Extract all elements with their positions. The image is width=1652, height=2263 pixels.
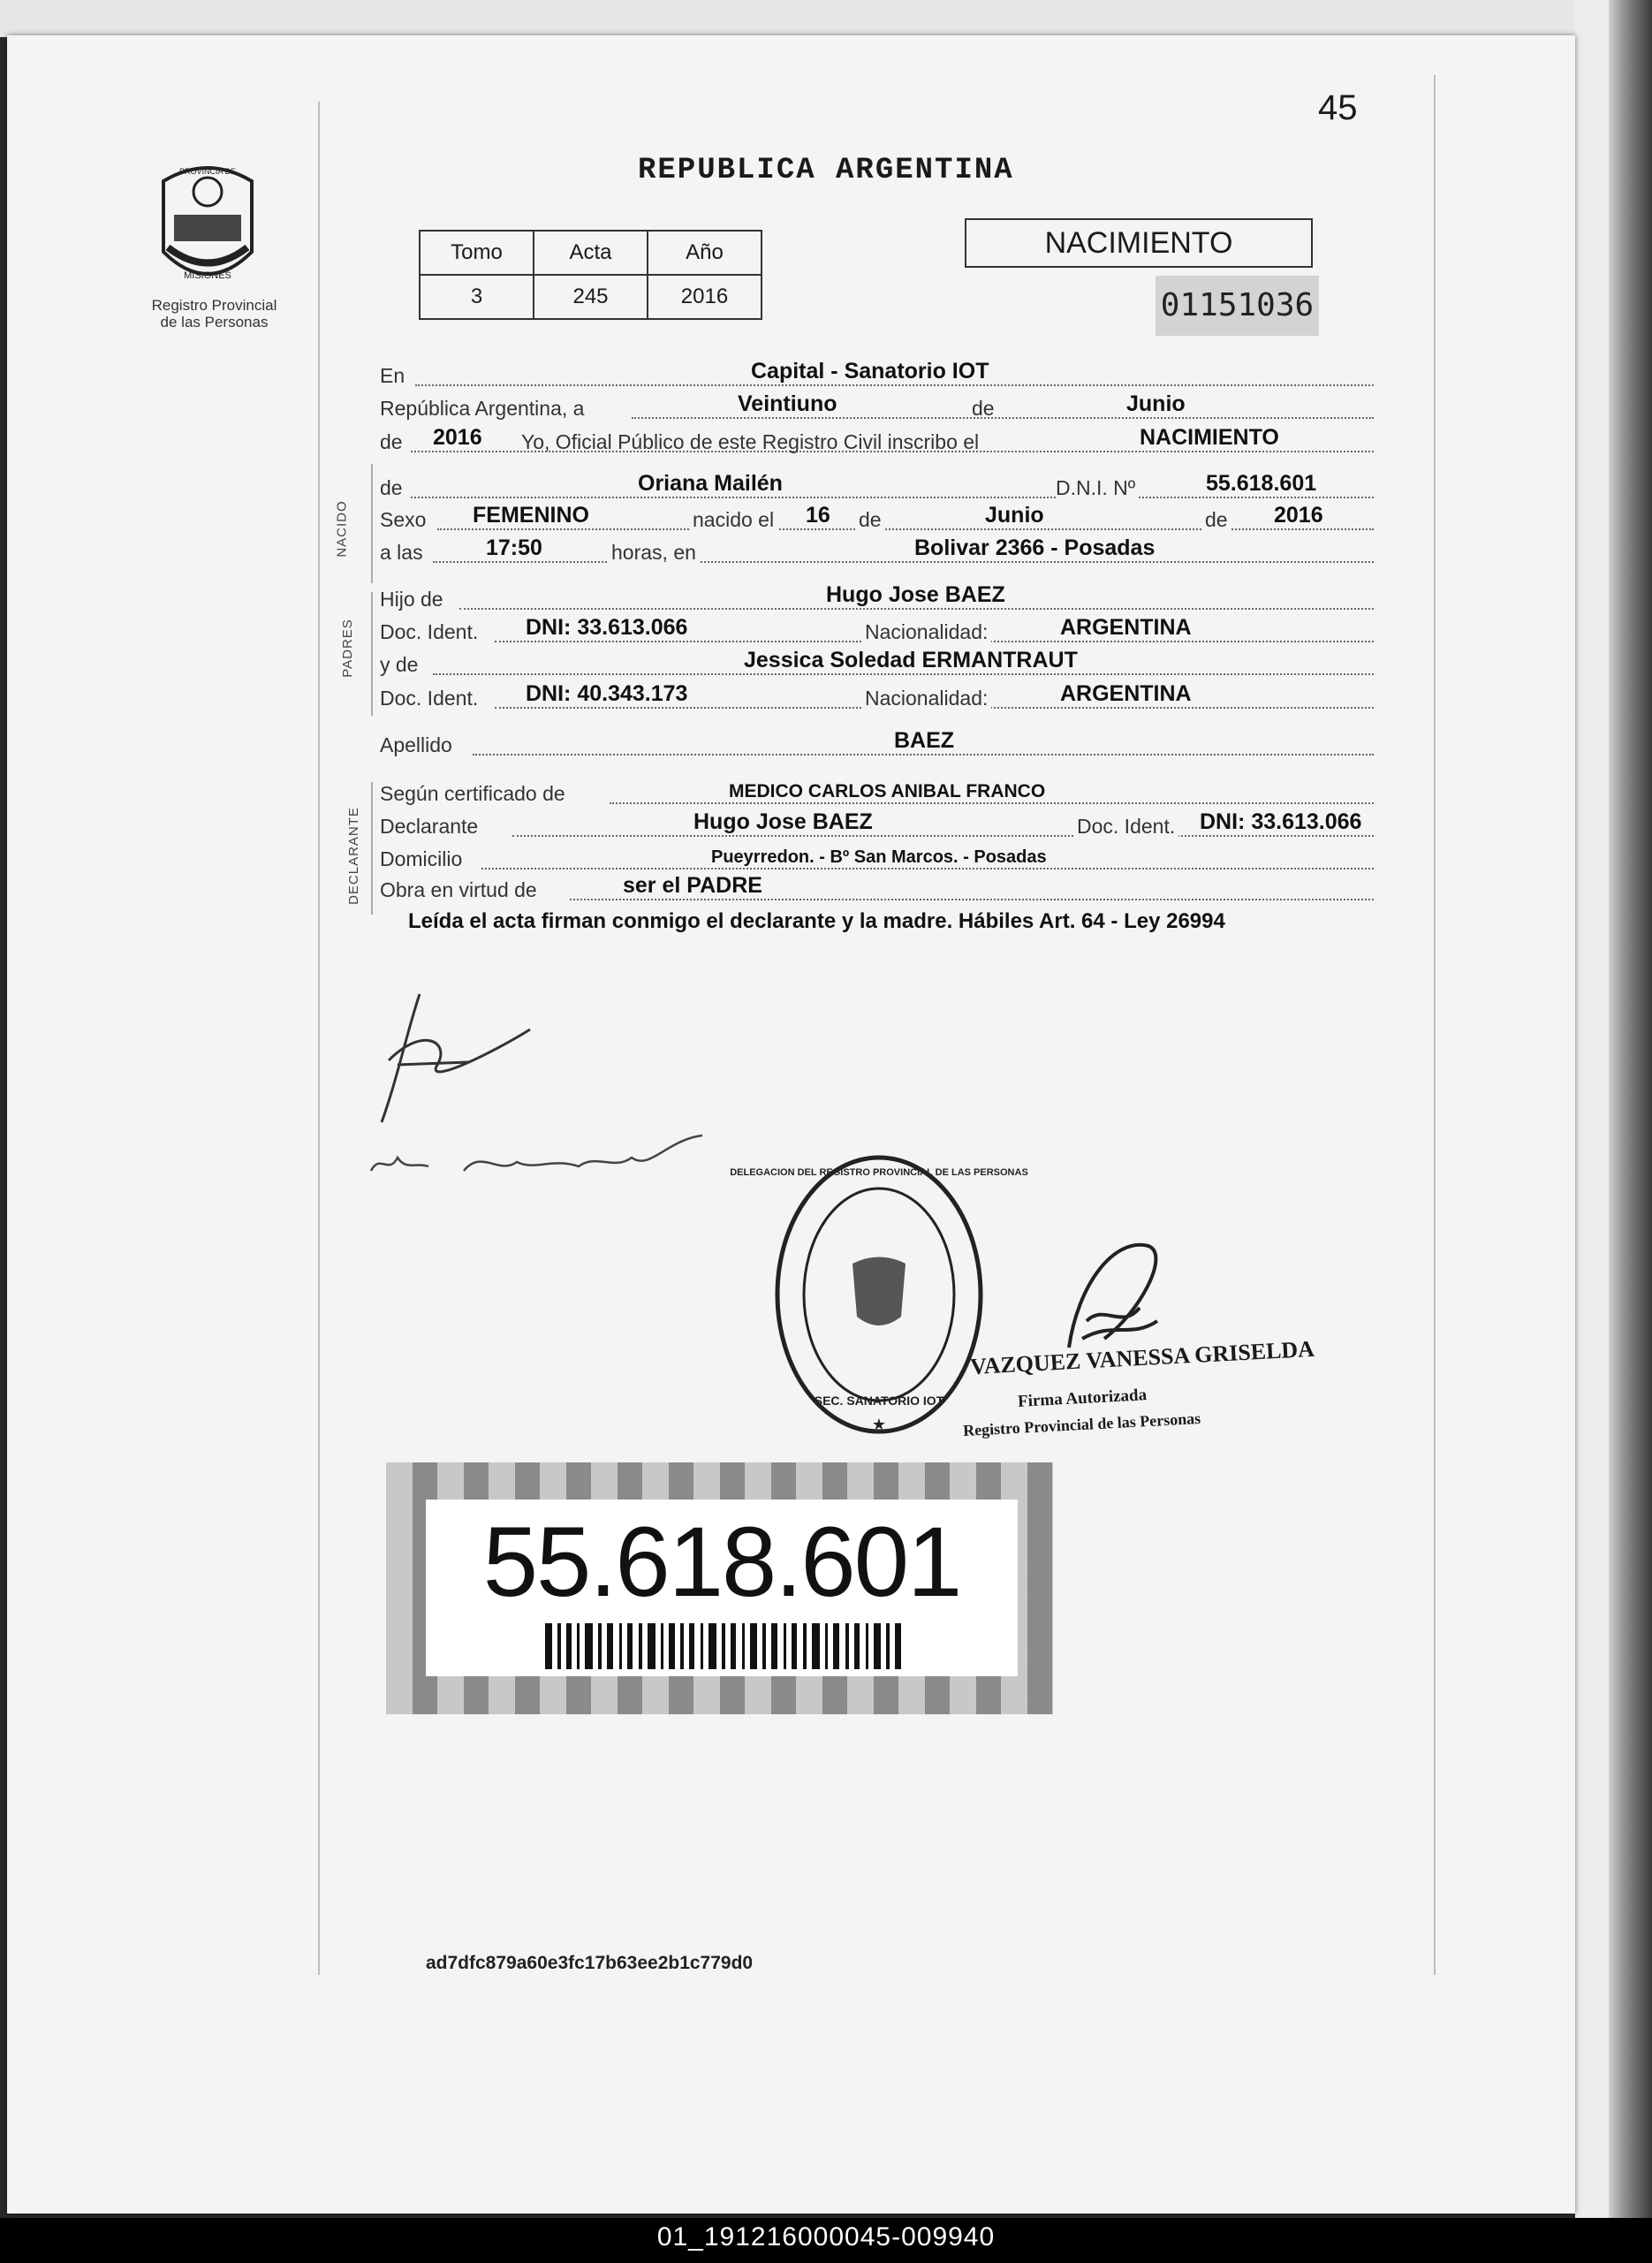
value-certificado: MEDICO CARLOS ANIBAL FRANCO: [729, 781, 1046, 801]
header-tomo: Tomo: [420, 231, 534, 275]
row-mother: [380, 647, 1374, 680]
label-inscribo: Yo, Oficial Público de este Registro Civil inscribo el: [521, 430, 980, 453]
row-name: [380, 470, 1374, 504]
left-margin-line: [318, 102, 320, 1975]
value-obra: ser el PADRE: [623, 873, 762, 898]
closing-statement: Leída el acta firman conmigo el declarante y la madre. Hábiles Art. 64 - Ley 26994: [408, 909, 1225, 933]
value-anio: 2016: [648, 275, 762, 319]
value-sexo: FEMENINO: [473, 503, 589, 528]
label-de3: de: [380, 476, 403, 499]
section-line-padres: [371, 592, 373, 716]
label-de5: de: [1201, 508, 1231, 532]
reference-value-row: [420, 275, 762, 319]
label-domicilio: Domicilio: [380, 847, 463, 870]
value-birth-day: 16: [806, 503, 830, 528]
sticker-label: [426, 1500, 1018, 1676]
value-child-name: Oriana Mailén: [638, 471, 783, 496]
section-line-nacido: [371, 464, 373, 583]
value-place: Capital - Sanatorio IOT: [751, 359, 989, 383]
value-mother-doc: DNI: 40.343.173: [526, 681, 688, 706]
official-name: VAZQUEZ VANESSA GRISELDA: [969, 1335, 1315, 1380]
label-declarante: Declarante: [380, 815, 479, 838]
label-sexo: Sexo: [380, 508, 427, 531]
document-title: REPUBLICA ARGENTINA: [638, 154, 1014, 187]
province-emblem-icon: [146, 155, 269, 296]
value-apellido: BAEZ: [894, 728, 955, 753]
header-acta: Acta: [534, 231, 648, 275]
value-tomo: 3: [420, 275, 534, 319]
row-father-doc: [380, 614, 1374, 648]
seal-star: ★: [871, 1416, 887, 1433]
row-sexo: [380, 502, 1374, 535]
value-year: 2016: [433, 425, 482, 450]
dotted-line: [415, 384, 1374, 386]
reference-table: [419, 230, 762, 320]
label-nacionalidad: Nacionalidad:: [861, 620, 991, 644]
label-nacido: nacido el: [689, 508, 777, 532]
official-role: Firma Autorizada: [1017, 1386, 1148, 1411]
label-doc-ident: Doc. Ident.: [380, 620, 479, 643]
label-obra: Obra en virtud de: [380, 878, 537, 901]
value-father-nationality: ARGENTINA: [1060, 615, 1192, 640]
registry-label: [133, 297, 296, 330]
row-apellido: [380, 727, 1374, 761]
footer-id: 01_191216000045-009940: [656, 2222, 996, 2252]
label-hijo: Hijo de: [380, 588, 443, 611]
label-en: En: [380, 364, 405, 387]
dotted-line: [632, 417, 1374, 419]
label-doc-ident: Doc. Ident.: [380, 687, 479, 710]
value-day: Veintiuno: [738, 391, 837, 416]
dotted-line: [570, 899, 1374, 900]
record-type-box: NACIMIENTO: [965, 218, 1313, 268]
row-father: [380, 581, 1374, 615]
dotted-line: [437, 528, 1374, 530]
dotted-line: [459, 608, 1374, 610]
side-tag-padres: PADRES: [339, 619, 355, 678]
value-birth-month: Junio: [985, 503, 1044, 528]
row-obra: [380, 872, 1374, 906]
value-inscribo: NACIMIENTO: [1140, 425, 1279, 450]
side-tag-declarante: DECLARANTE: [345, 807, 361, 905]
row-declarante: [380, 809, 1374, 842]
label-republica: República Argentina, a: [380, 397, 585, 420]
sticker-number: 55.618.601: [482, 1507, 961, 1617]
label-a-las: a las: [380, 541, 423, 564]
dotted-line: [610, 802, 1374, 804]
dotted-line: [433, 673, 1374, 675]
value-birth-time: 17:50: [486, 535, 542, 560]
value-declarante-doc: DNI: 33.613.066: [1200, 809, 1362, 834]
page-number: 45: [1318, 88, 1358, 127]
row-certificado: [380, 776, 1374, 809]
barcode-icon: [545, 1623, 907, 1669]
dotted-line: [481, 868, 1374, 870]
right-margin-line: [1434, 75, 1436, 1975]
header-anio: Año: [648, 231, 762, 275]
label-y-de: y de: [380, 653, 419, 676]
value-birth-place: Bolivar 2366 - Posadas: [914, 535, 1156, 560]
label-certificado: Según certificado de: [380, 782, 565, 805]
declarant-signature: [371, 981, 548, 1131]
official-seal: [730, 1149, 1028, 1440]
value-father-doc: DNI: 33.613.066: [526, 615, 688, 640]
id-sticker: [386, 1462, 1053, 1714]
seal-ring-text: DELEGACION DEL REGISTRO PROVINCIAL DE LAS PERSONAS: [730, 1167, 1028, 1178]
row-date: [380, 391, 1374, 424]
document-hash: ad7dfc879a60e3fc17b63ee2b1c779d0: [426, 1953, 754, 1973]
official-organization: Registro Provincial de las Personas: [962, 1409, 1201, 1440]
dotted-line: [411, 497, 1374, 498]
label-horas: horas, en: [608, 541, 700, 565]
side-tag-nacido: NACIDO: [334, 500, 350, 558]
value-birth-year: 2016: [1274, 503, 1323, 528]
reference-header-row: [420, 231, 762, 275]
row-time: [380, 535, 1374, 568]
value-domicilio: Pueyrredon. - Bº San Marcos. - Posadas: [711, 847, 1047, 867]
value-dni: 55.618.601: [1206, 471, 1317, 496]
value-mother-name: Jessica Soledad ERMANTRAUT: [744, 648, 1078, 672]
mother-signature: [367, 1122, 720, 1193]
background-right: [1575, 0, 1652, 2218]
label-de4: de: [855, 508, 885, 532]
row-mother-doc: [380, 680, 1374, 714]
value-month: Junio: [1126, 391, 1186, 416]
label-de2: de: [380, 430, 403, 453]
value-declarante: Hugo Jose BAEZ: [693, 809, 873, 834]
dotted-line: [433, 561, 1374, 563]
section-line-declarante: [371, 782, 373, 915]
label-nacionalidad: Nacionalidad:: [861, 687, 991, 710]
background-top: [0, 0, 1575, 37]
official-signature: [1051, 1233, 1175, 1356]
registry-label-line2: de las Personas: [160, 314, 269, 330]
scan-edge-shadow: [1609, 0, 1652, 2218]
dotted-line: [473, 754, 1374, 756]
seal-center-text: SEC. SANATORIO IOT: [814, 1393, 944, 1408]
emblem-top-text: PROVINCIA DE: [178, 167, 237, 176]
value-acta: 245: [534, 275, 648, 319]
label-apellido: Apellido: [380, 733, 452, 756]
value-father-name: Hugo Jose BAEZ: [826, 582, 1005, 607]
label-dni: D.N.I. Nº: [1056, 476, 1139, 500]
label-de: de: [972, 397, 995, 420]
serial-number: 01151036: [1156, 276, 1319, 336]
label-declarante-doc: Doc. Ident.: [1073, 815, 1178, 839]
dotted-line: [512, 835, 1374, 837]
emblem-bottom-text: MISIONES: [184, 270, 231, 281]
value-mother-nationality: ARGENTINA: [1060, 681, 1192, 706]
registry-label-line1: Registro Provincial: [151, 297, 277, 314]
row-domicilio: [380, 841, 1374, 875]
row-year: [380, 424, 1374, 458]
row-en: [380, 358, 1374, 391]
